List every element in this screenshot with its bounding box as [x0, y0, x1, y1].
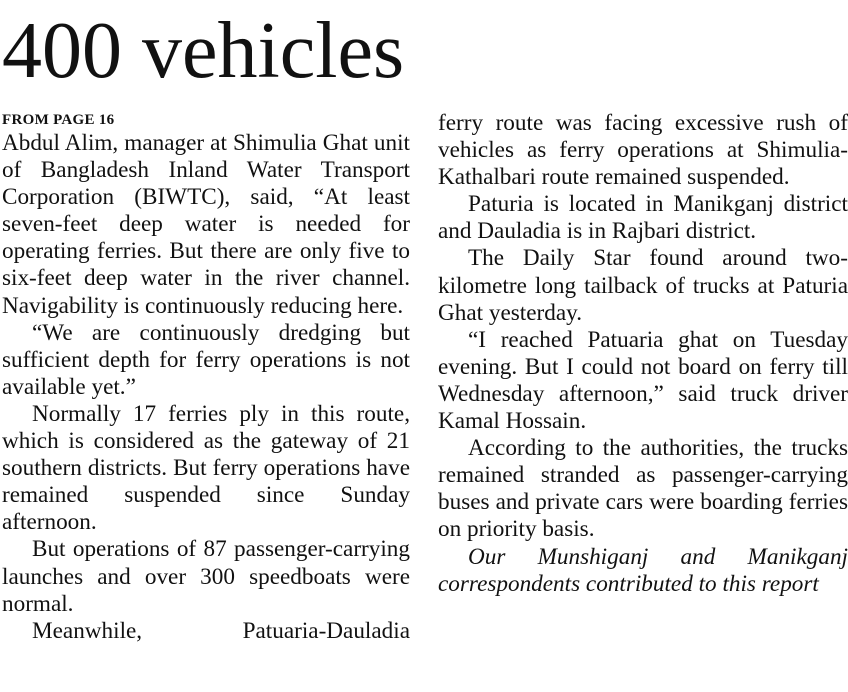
paragraph-patuaria-rush: ferry route was facing excessive rush of vehicles as ferry operations at Shimulia-Kathalbari route remained suspended. [438, 110, 848, 191]
paragraph-abdul-alim-quote: Abdul Alim, manager at Shimulia Ghat unit of Bangladesh Inland Water Transport Corporation (BIWTC), said, “At least seven-feet deep water is needed for operating ferries. But there are only five to six-feet deep water in the river channel. Navigability is continuously reducing here. [2, 130, 410, 319]
correspondent-credit: Our Munshiganj and Manikganj correspondents contributed to this report [438, 543, 848, 597]
paragraph-dredging-quote: “We are continuously dredging but sufficient depth for ferry operations is not available yet.” [2, 319, 410, 400]
right-column [438, 110, 848, 598]
paragraph-ferries-suspended: Normally 17 ferries ply in this route, which is considered as the gateway of 21 southern districts. But ferry operations have remained suspended since Sunday afternoon. [2, 400, 410, 536]
paragraph-launches-speedboats: But operations of 87 passenger-carrying launches and over 300 speedboats were normal. [2, 536, 410, 617]
left-column [2, 110, 410, 645]
headline: 400 vehicles [2, 7, 405, 95]
paragraph-meanwhile: Meanwhile, Patuaria-Dauladia [32, 617, 410, 644]
paragraph-authorities: According to the authorities, the trucks remained stranded as passenger-carrying buses and private cars were boarding ferries on priority basis. [438, 435, 848, 543]
paragraph-truck-tailback: The Daily Star found around two-kilometre long tailback of trucks at Paturia Ghat yesterday. [438, 245, 848, 326]
jump-line: FROM PAGE 16 [2, 112, 115, 128]
paragraph-driver-quote: “I reached Patuaria ghat on Tuesday evening. But I could not board on ferry till Wednesday afternoon,” said truck driver Kamal Hossain. [438, 326, 848, 435]
paragraph-paturia-location: Paturia is located in Manikganj district and Dauladia is in Rajbari district. [438, 191, 848, 245]
